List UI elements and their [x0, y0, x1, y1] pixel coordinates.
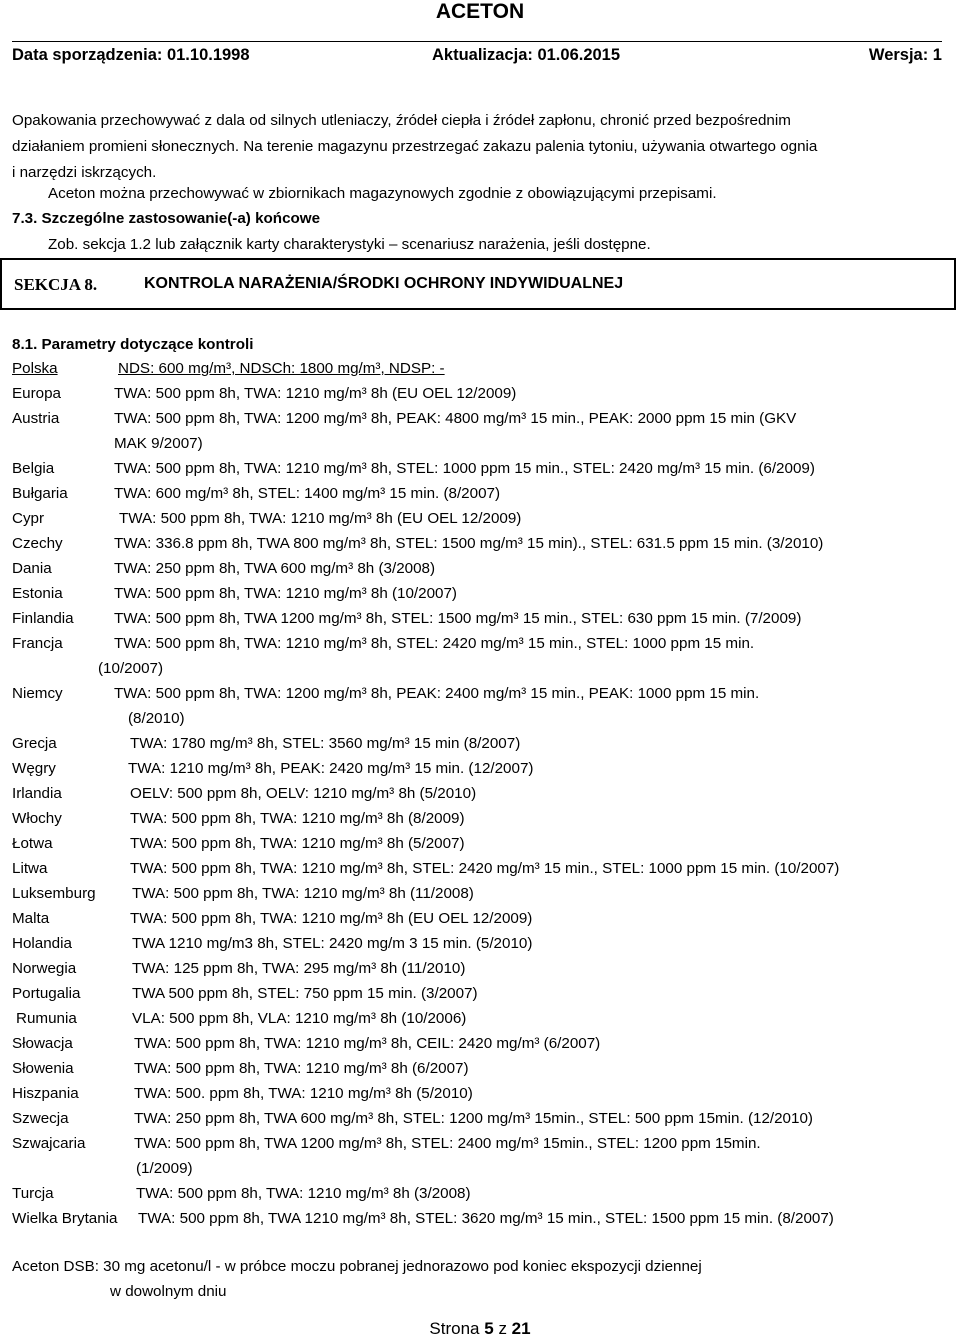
- limit-row: [12, 1183, 952, 1208]
- current-page: 5: [484, 1319, 494, 1338]
- limit-value: TWA: 500 ppm 8h, TWA 1200 mg/m³ 8h, STEL: 2400 mg/m³ 15min., STEL: 1200 ppm 15min.: [134, 1135, 761, 1152]
- limit-row: [12, 533, 952, 558]
- total-pages: 21: [511, 1319, 531, 1338]
- limit-row: [12, 508, 952, 533]
- limit-country: Niemcy: [12, 685, 63, 702]
- limit-value: TWA 1210 mg/m3 8h, STEL: 2420 mg/m 3 15 min. (5/2010): [132, 935, 533, 952]
- limit-row: [12, 683, 952, 727]
- limit-row: [12, 933, 952, 958]
- limit-value: NDS: 600 mg/m³, NDSCh: 1800 mg/m³, NDSP: -: [118, 360, 445, 377]
- limit-value: TWA: 500 ppm 8h, TWA: 1210 mg/m³ 8h (EU OEL 12/2009): [114, 385, 517, 402]
- limit-value-continuation: (8/2010): [128, 710, 185, 727]
- limit-row: [12, 858, 952, 883]
- limit-row: [12, 1133, 952, 1177]
- limit-row: [12, 408, 952, 452]
- limit-row: [12, 1058, 952, 1083]
- limit-country: Czechy: [12, 535, 63, 552]
- storage-paragraph: [12, 108, 942, 186]
- limit-country: Turcja: [12, 1185, 54, 1202]
- page-prefix: Strona: [429, 1319, 480, 1338]
- limit-value: TWA: 336.8 ppm 8h, TWA 800 mg/m³ 8h, STEL: 1500 mg/m³ 15 min)., STEL: 631.5 ppm 15 min. (3/2010): [114, 535, 824, 552]
- limit-value: TWA: 500 ppm 8h, TWA 1200 mg/m³ 8h, STEL: 1500 mg/m³ 15 min., STEL: 630 ppm 15 min. (7/2009): [114, 610, 802, 627]
- limit-row: [12, 1108, 952, 1133]
- limit-country: Łotwa: [12, 835, 53, 852]
- limit-country: Luksemburg: [12, 885, 96, 902]
- limit-value: TWA: 500 ppm 8h, TWA: 1210 mg/m³ 8h (6/2007): [134, 1060, 469, 1077]
- limit-value: TWA: 125 ppm 8h, TWA: 295 mg/m³ 8h (11/2010): [132, 960, 466, 977]
- limit-row: [12, 583, 952, 608]
- subsection-7-3-text: Zob. sekcja 1.2 lub załącznik karty charakterystyki – scenariusz narażenia, jeśli dostępne.: [48, 236, 651, 253]
- limit-country: Cypr: [12, 510, 45, 527]
- limit-row: [12, 808, 952, 833]
- limit-row: [12, 458, 952, 483]
- subsection-8-1-heading: 8.1. Parametry dotyczące kontroli: [12, 336, 254, 353]
- limit-country: Hiszpania: [12, 1085, 79, 1102]
- limit-country: Węgry: [12, 760, 56, 777]
- limit-country: Słowenia: [12, 1060, 74, 1077]
- creation-date: Data sporządzenia: 01.10.1998: [12, 46, 250, 64]
- limit-country: Finlandia: [12, 610, 74, 627]
- limit-value: TWA: 500 ppm 8h, TWA: 1210 mg/m³ 8h (10/2007): [114, 585, 457, 602]
- limit-row: [12, 983, 952, 1008]
- limit-value: TWA: 1210 mg/m³ 8h, PEAK: 2420 mg/m³ 15 min. (12/2007): [128, 760, 534, 777]
- limit-row: [12, 358, 952, 383]
- section-8-label: SEKCJA 8.: [14, 275, 98, 294]
- limit-row: [12, 958, 952, 983]
- header-divider: [12, 41, 942, 42]
- limit-value: TWA 500 ppm 8h, STEL: 750 ppm 15 min. (3/2007): [132, 985, 478, 1002]
- limit-row: [12, 608, 952, 633]
- update-date: Aktualizacja: 01.06.2015: [432, 46, 621, 64]
- limit-country: Grecja: [12, 735, 57, 752]
- limit-country: Austria: [12, 410, 60, 427]
- storage-tanks-text: Aceton można przechowywać w zbiornikach magazynowych zgodnie z obowiązującymi przepisami.: [48, 185, 717, 202]
- limit-country: Szwajcaria: [12, 1135, 86, 1152]
- limit-country: Wielka Brytania: [12, 1210, 118, 1227]
- limit-row: [12, 1083, 952, 1108]
- limit-row: [12, 783, 952, 808]
- limit-value: TWA: 500 ppm 8h, TWA: 1200 mg/m³ 8h, PEAK: 2400 mg/m³ 15 min., PEAK: 1000 ppm 15 min.: [114, 685, 760, 702]
- document-title: ACETON: [435, 0, 525, 23]
- limit-value: TWA: 500 ppm 8h, TWA: 1210 mg/m³ 8h, STEL: 1000 ppm 15 min., STEL: 2420 mg/m³ 15 min. (6/2009): [114, 460, 815, 477]
- limit-country: Estonia: [12, 585, 63, 602]
- limit-value: TWA: 500 ppm 8h, TWA: 1210 mg/m³ 8h, STEL: 2420 mg/m³ 15 min., STEL: 1000 ppm 15 min.: [114, 635, 755, 652]
- limit-value: TWA: 500 ppm 8h, TWA: 1210 mg/m³ 8h, CEIL: 2420 mg/m³ (6/2007): [134, 1035, 601, 1052]
- section-8-title: KONTROLA NARAŻENIA/ŚRODKI OCHRONY INDYWIDUALNEJ: [144, 275, 624, 292]
- limit-row: [12, 383, 952, 408]
- limit-country: Litwa: [12, 860, 48, 877]
- limit-value: TWA: 500 ppm 8h, TWA 1210 mg/m³ 8h, STEL: 3620 mg/m³ 15 min., STEL: 1500 ppm 15 min. (8/2007): [138, 1210, 834, 1227]
- limit-row: [12, 1208, 952, 1233]
- limit-value-continuation: (10/2007): [98, 660, 164, 677]
- limit-row: [12, 758, 952, 783]
- limit-country: Polska: [12, 360, 58, 377]
- limit-value: TWA: 250 ppm 8h, TWA 600 mg/m³ 8h (3/2008): [114, 560, 436, 577]
- limit-country: Portugalia: [12, 985, 81, 1002]
- limit-value: TWA: 500 ppm 8h, TWA: 1200 mg/m³ 8h, PEAK: 4800 mg/m³ 15 min., PEAK: 2000 ppm 15 min (GKV: [114, 410, 797, 427]
- limit-country: Holandia: [12, 935, 72, 952]
- limit-row: [12, 833, 952, 858]
- storage-line-1: Opakowania przechowywać z dala od silnych utleniaczy, źródeł ciepła i źródeł zapłonu, chronić przed bezpośrednim: [12, 112, 791, 129]
- subsection-7-3-heading: 7.3. Szczególne zastosowanie(-a) końcowe: [12, 210, 321, 227]
- limit-country: Włochy: [12, 810, 62, 827]
- limit-value: TWA: 500 ppm 8h, TWA: 1210 mg/m³ 8h (8/2009): [130, 810, 465, 827]
- limit-value: TWA: 500 ppm 8h, TWA: 1210 mg/m³ 8h (EU OEL 12/2009): [119, 510, 522, 527]
- storage-line-2: działaniem promieni słonecznych. Na terenie magazynu przestrzegać zakazu palenia tytoniu, używania otwartego ognia: [12, 138, 818, 155]
- limit-country: Dania: [12, 560, 52, 577]
- limit-row: [12, 483, 952, 508]
- limit-value: TWA: 500 ppm 8h, TWA: 1210 mg/m³ 8h (5/2007): [130, 835, 465, 852]
- limit-value: TWA: 500 ppm 8h, TWA: 1210 mg/m³ 8h (3/2008): [136, 1185, 471, 1202]
- section-8-header: [0, 258, 956, 310]
- limit-value: TWA: 500. ppm 8h, TWA: 1210 mg/m³ 8h (5/2010): [134, 1085, 473, 1102]
- limit-value: OELV: 500 ppm 8h, OELV: 1210 mg/m³ 8h (5/2010): [130, 785, 477, 802]
- limit-country: Belgia: [12, 460, 55, 477]
- limit-row: [12, 1033, 952, 1058]
- limit-row: [12, 558, 952, 583]
- version-label: Wersja: 1: [868, 46, 942, 64]
- limit-country: Bułgaria: [12, 485, 68, 502]
- limit-row: [12, 733, 952, 758]
- limit-row: [12, 633, 952, 677]
- limit-country: Szwecja: [12, 1110, 69, 1127]
- limit-value: TWA: 600 mg/m³ 8h, STEL: 1400 mg/m³ 15 min. (8/2007): [114, 485, 501, 502]
- limit-country: Rumunia: [16, 1010, 77, 1027]
- limit-value: VLA: 500 ppm 8h, VLA: 1210 mg/m³ 8h (10/2006): [132, 1010, 467, 1027]
- limit-country: Europa: [12, 385, 61, 402]
- limit-country: Słowacja: [12, 1035, 73, 1052]
- limit-value-continuation: MAK 9/2007): [114, 435, 203, 452]
- limit-value: TWA: 1780 mg/m³ 8h, STEL: 3560 mg/m³ 15 min (8/2007): [130, 735, 521, 752]
- limit-country: Malta: [12, 910, 50, 927]
- limit-value: TWA: 500 ppm 8h, TWA: 1210 mg/m³ 8h, STEL: 2420 mg/m³ 15 min., STEL: 1000 ppm 15 min. (10/2007): [130, 860, 840, 877]
- limit-country: Norwegia: [12, 960, 77, 977]
- limit-value: TWA: 250 ppm 8h, TWA 600 mg/m³ 8h, STEL: 1200 mg/m³ 15min., STEL: 500 ppm 15min. (12/2010): [134, 1110, 813, 1127]
- limit-country: Francja: [12, 635, 63, 652]
- page-number: [0, 1319, 960, 1339]
- dsb-line-1: Aceton DSB: 30 mg acetonu/l - w próbce moczu pobranej jednorazowo pod koniec ekspozycji dziennej: [12, 1258, 702, 1275]
- limit-value: TWA: 500 ppm 8h, TWA: 1210 mg/m³ 8h (11/2008): [132, 885, 474, 902]
- storage-line-3: i narzędzi iskrzących.: [12, 164, 157, 181]
- limit-country: Irlandia: [12, 785, 62, 802]
- limit-row: [12, 883, 952, 908]
- limit-value-continuation: (1/2009): [136, 1160, 193, 1177]
- limit-row: [12, 1008, 952, 1033]
- document-meta: [12, 46, 942, 68]
- limit-row: [12, 908, 952, 933]
- limit-value: TWA: 500 ppm 8h, TWA: 1210 mg/m³ 8h (EU OEL 12/2009): [130, 910, 533, 927]
- dsb-line-2: w dowolnym dniu: [110, 1283, 227, 1300]
- page-separator: z: [498, 1319, 507, 1338]
